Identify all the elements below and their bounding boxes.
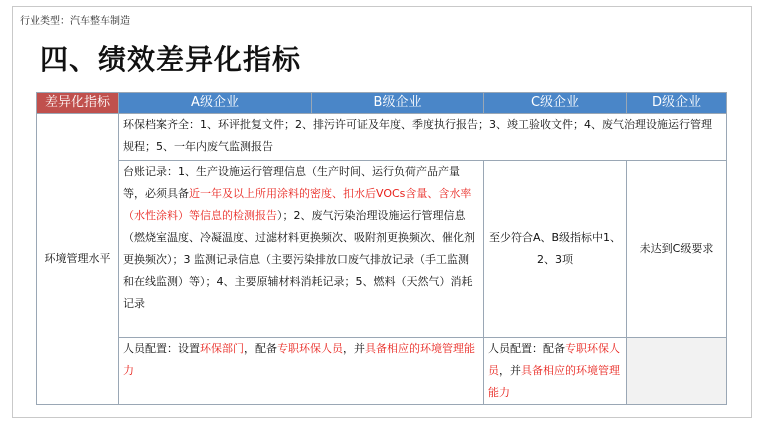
left-label: 环境管理水平: [37, 114, 119, 405]
header-c: C级企业: [484, 93, 627, 114]
c-staffing: 人员配置：配备专职环保人员，并具备相应的环境管理能力: [484, 338, 627, 405]
industry-tag: 行业类型：汽车整车制造: [20, 16, 130, 27]
c-level-criteria: 至少符合A、B级指标中1、2、3项: [484, 161, 627, 338]
header-a: A级企业: [119, 93, 312, 114]
header-d: D级企业: [627, 93, 727, 114]
table-header-row: [37, 93, 727, 114]
d-staffing-empty: [627, 338, 727, 405]
table-row: [37, 338, 727, 405]
header-b: B级企业: [312, 93, 484, 114]
page-title: 四、绩效差异化指标: [40, 43, 302, 76]
red-highlight: 近一年及以上所用涂料的密度、扣水后VOCs含量、含水率（水性涂料）等信息的检测报告: [123, 187, 472, 222]
d-level-criteria: 未达到C级要求: [627, 161, 727, 338]
table-row: [37, 161, 727, 338]
header-indicator: 差异化指标: [37, 93, 119, 114]
archive-requirements: 环保档案齐全：1、环评批复文件；2、排污许可证及年度、季度执行报告；3、竣工验收文件；4、废气治理设施运行管理规程；5、一年内废气监测报告: [119, 114, 727, 161]
performance-table: [36, 92, 727, 405]
table-row: [37, 114, 727, 161]
ab-staffing: 人员配置：设置环保部门，配备专职环保人员，并具备相应的环境管理能力: [119, 338, 484, 405]
ledger-requirements: 台账记录：1、生产设施运行管理信息（生产时间、运行负荷产品产量等，必须具备近一年及以上所用涂料的密度、扣水后VOCs含量、含水率（水性涂料）等信息的检测报告）；2、废气污染治理设施运行管理信息（燃烧室温度、冷凝温度、过滤材料更换频次、吸附剂更换频次、催化剂更换频次）；3 监测记录信息（主要污染排放口废气排放记录（手工监测和在线监测）等）；4、主要原辅材料消耗记录；5、燃料（天然气）消耗记录: [119, 161, 484, 338]
